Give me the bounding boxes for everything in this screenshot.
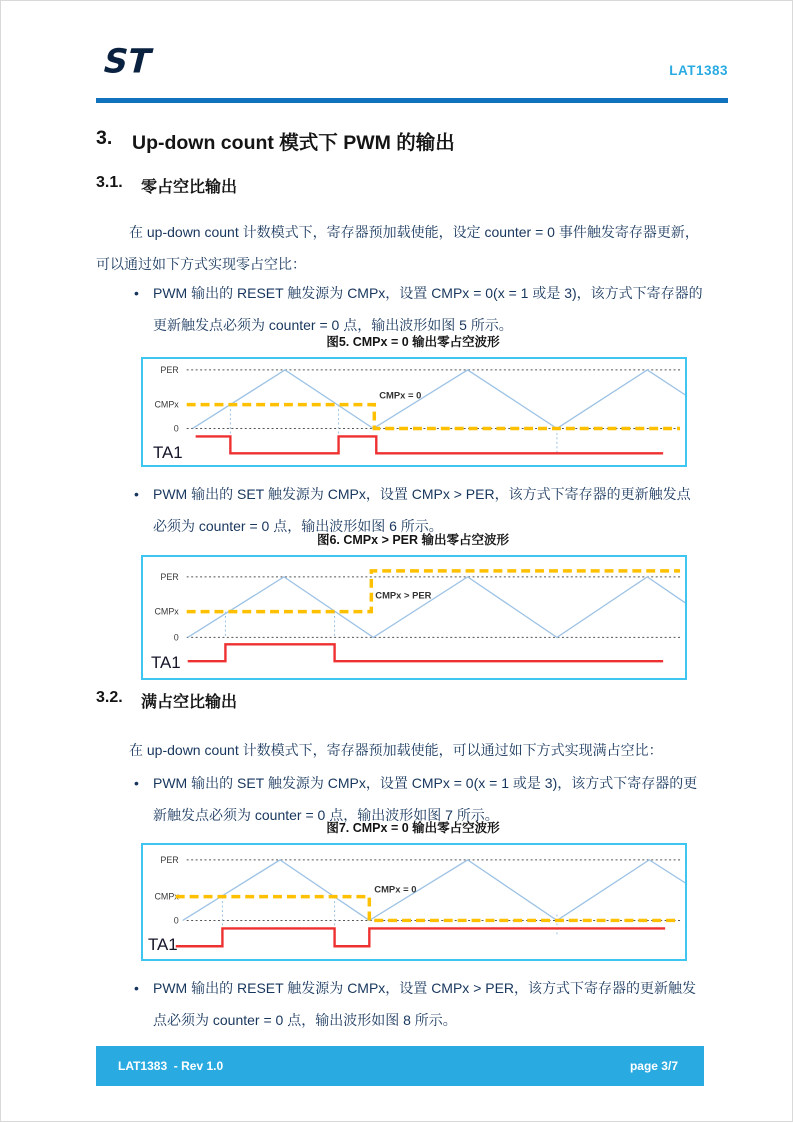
- subsection-number: 3.2.: [96, 689, 123, 706]
- figure-7-waveform: [143, 845, 685, 959]
- st-logo-text: ST: [99, 41, 156, 81]
- footer-page-number: page 3/7: [629, 1059, 678, 1073]
- figure-5-caption: 图5. CMPx = 0 输出零占空波形: [326, 335, 500, 349]
- footer-doc-rev: LAT1383 - Rev 1.0: [118, 1059, 224, 1073]
- section-heading: [96, 127, 730, 155]
- svg-text:PER: PER: [160, 571, 179, 582]
- bullet-item: [134, 972, 704, 1036]
- bullet-marker: •: [134, 775, 139, 791]
- header-rule: [96, 98, 728, 103]
- figure-5-waveform: [143, 359, 685, 465]
- svg-text:0: 0: [173, 632, 179, 643]
- subsection-title: 满占空比输出: [141, 694, 238, 711]
- figure-5: [96, 332, 730, 467]
- svg-text:TA1: TA1: [150, 653, 181, 673]
- figure-7-caption: 图7. CMPx = 0 输出零占空波形: [326, 821, 500, 835]
- svg-text:CMPx = 0: CMPx = 0: [379, 389, 422, 401]
- bullet-marker: •: [134, 980, 139, 996]
- bullet-marker: •: [134, 486, 139, 502]
- figure-6-waveform: [143, 557, 685, 678]
- bullet-marker: •: [134, 285, 139, 301]
- svg-text:TA1: TA1: [152, 443, 183, 463]
- bullet-text: PWM 输出的 RESET 触发源为 CMPx，设置 CMPx > PER，该方式下寄存器的更新触发点必须为 counter = 0 点，输出波形如图 8 所示。: [153, 980, 697, 1028]
- bullet-text: PWM 输出的 SET 触发源为 CMPx，设置 CMPx = 0(x = 1 或是 3)，该方式下寄存器的更新触发点必须为 counter = 0 点，输出波形如图 7 所示。: [153, 775, 698, 823]
- svg-text:CMPx > PER: CMPx > PER: [375, 589, 432, 601]
- subsection-heading-32: [96, 689, 730, 712]
- paragraph-31-intro: 在 up-down count 计数模式下，寄存器预加载使能，设定 counter = 0 事件触发寄存器更新，可以通过如下方式实现零占空比：: [96, 224, 699, 272]
- svg-text:CMPx: CMPx: [154, 891, 179, 902]
- svg-text:CMPx: CMPx: [154, 399, 179, 410]
- figure-6-caption: 图6. CMPx > PER 输出零占空波形: [316, 533, 510, 547]
- figure-7-waveform-box: [141, 843, 687, 961]
- figure-6: [96, 530, 730, 680]
- subsection-heading-31: [96, 174, 730, 197]
- subsection-title: 零占空比输出: [141, 179, 238, 196]
- doc-code: LAT1383: [669, 63, 728, 78]
- st-logo: [96, 35, 160, 83]
- bullet-text: PWM 输出的 RESET 触发源为 CMPx，设置 CMPx = 0(x = 1 或是 3)，该方式下寄存器的更新触发点必须为 counter = 0 点，输出波形如图 5 所示。: [153, 285, 703, 333]
- subsection-number: 3.1.: [96, 174, 123, 191]
- bullet-text: PWM 输出的 SET 触发源为 CMPx，设置 CMPx > PER，该方式下寄存器的更新触发点必须为 counter = 0 点，输出波形如图 6 所示。: [153, 486, 691, 534]
- section-number: 3.: [96, 127, 113, 149]
- svg-text:PER: PER: [160, 854, 179, 865]
- svg-text:0: 0: [173, 915, 179, 926]
- section-title: Up-down count 模式下 PWM 的输出: [132, 132, 455, 154]
- figure-7: [96, 818, 730, 961]
- svg-text:TA1: TA1: [147, 935, 178, 955]
- svg-text:PER: PER: [160, 364, 179, 375]
- svg-text:0: 0: [173, 423, 179, 434]
- svg-text:CMPx = 0: CMPx = 0: [374, 883, 417, 895]
- figure-6-waveform-box: [141, 555, 687, 680]
- figure-5-waveform-box: [141, 357, 687, 467]
- paragraph-32-intro: 在 up-down count 计数模式下，寄存器预加载使能，可以通过如下方式实现满占空比：: [129, 742, 663, 758]
- svg-text:CMPx: CMPx: [154, 606, 179, 617]
- footer-bar: [96, 1046, 704, 1086]
